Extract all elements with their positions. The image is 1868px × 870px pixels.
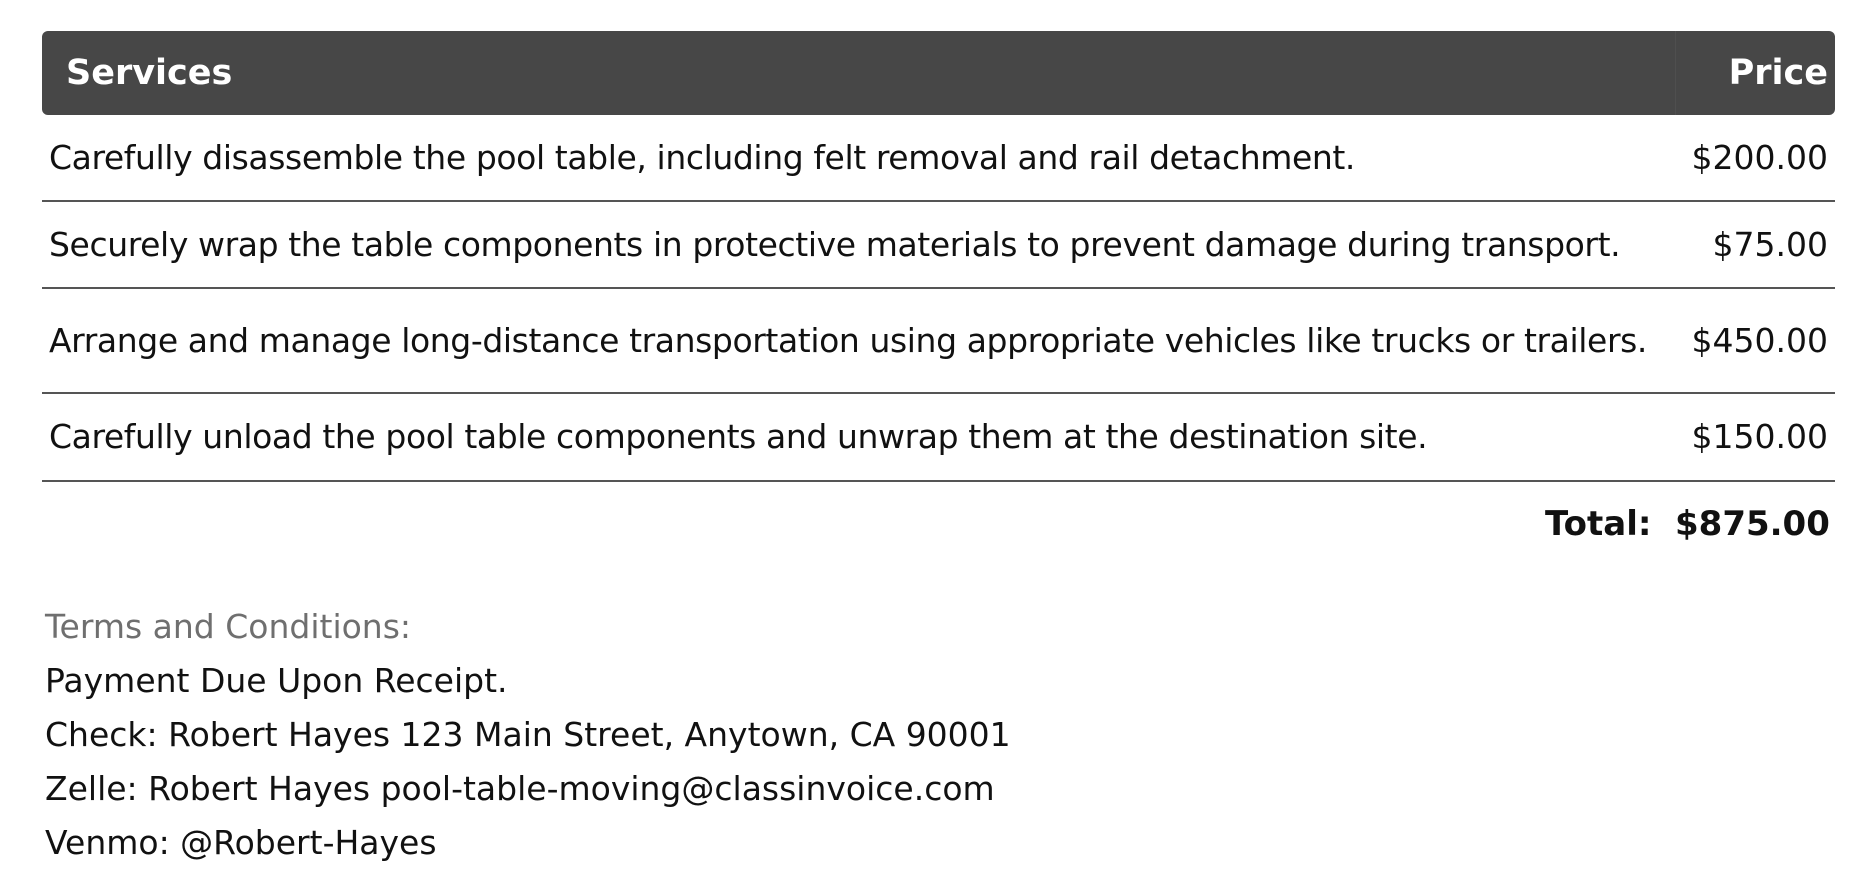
- service-price: $150.00: [1691, 417, 1828, 456]
- service-price: $75.00: [1712, 224, 1828, 264]
- service-price: $200.00: [1691, 137, 1828, 177]
- total-row: [42, 482, 1835, 566]
- total-label: Total:: [1545, 504, 1652, 544]
- service-description: Carefully unload the pool table components and unwrap them at the destination site.: [49, 417, 1428, 456]
- service-description: Securely wrap the table components in protective materials to prevent damage during transport.: [49, 224, 1621, 264]
- terms-check: Check: Robert Hayes 123 Main Street, Anytown, CA 90001: [45, 715, 1011, 754]
- terms-payment-due: Payment Due Upon Receipt.: [45, 661, 508, 700]
- service-description: Arrange and manage long-distance transportation using appropriate vehicles like trucks or trailers.: [49, 320, 1647, 360]
- table-row: [42, 115, 1835, 202]
- table-row: [42, 202, 1835, 289]
- services-column-header: Services: [66, 53, 233, 93]
- terms-section: [45, 600, 1011, 870]
- price-column-header: Price: [1675, 31, 1835, 115]
- table-row: [42, 394, 1835, 482]
- terms-venmo: Venmo: @Robert-Hayes: [45, 823, 437, 862]
- service-description: Carefully disassemble the pool table, including felt removal and rail detachment.: [49, 137, 1356, 177]
- terms-heading: Terms and Conditions:: [45, 607, 412, 646]
- terms-zelle: Zelle: Robert Hayes pool-table-moving@classinvoice.com: [45, 769, 995, 808]
- services-table: [42, 31, 1835, 566]
- table-row: [42, 289, 1835, 394]
- total-value: $875.00: [1675, 504, 1830, 544]
- table-header: [42, 31, 1835, 115]
- service-price: $450.00: [1691, 320, 1828, 360]
